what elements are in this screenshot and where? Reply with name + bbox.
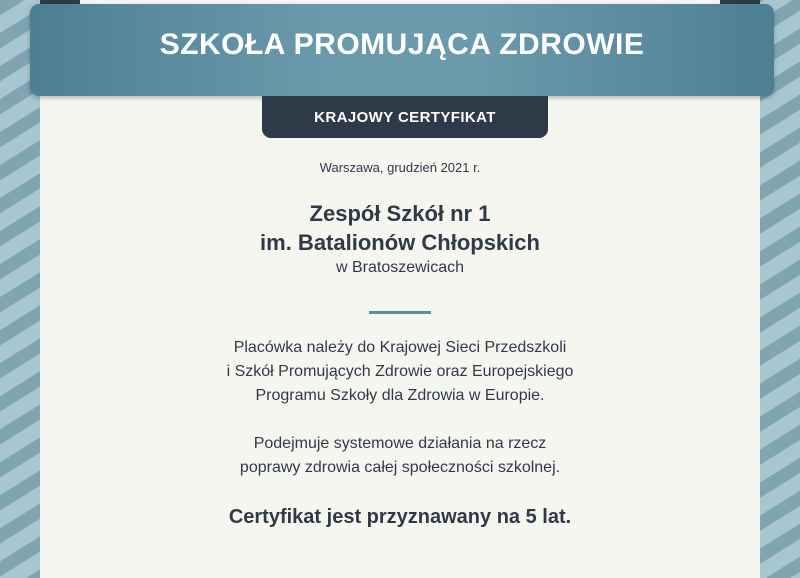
paragraph-line: i Szkół Promujących Zdrowie oraz Europejskiego: [226, 363, 574, 380]
subtitle-tab: [262, 96, 548, 138]
membership-paragraph: [40, 336, 760, 408]
activities-paragraph: [40, 432, 760, 480]
divider: [369, 311, 431, 314]
certificate-content: [40, 160, 760, 529]
title-banner: [30, 4, 774, 96]
school-name: [40, 199, 760, 257]
validity-statement: Certyfikat jest przyznawany na 5 lat.: [228, 506, 572, 528]
certificate-title: SZKOŁA PROMUJĄCA ZDROWIE: [159, 28, 645, 61]
school-name-line-1: Zespół Szkół nr 1: [309, 201, 491, 226]
paragraph-line: Programu Szkoły dla Zdrowia w Europie.: [255, 387, 545, 404]
paragraph-line: Podejmuje systemowe działania na rzecz: [253, 435, 547, 452]
issue-date: Warszawa, grudzień 2021 r.: [319, 160, 481, 175]
school-location: w Bratoszewicach: [335, 259, 465, 276]
paragraph-line: poprawy zdrowia całej społeczności szkolnej.: [239, 459, 561, 476]
certificate-subtitle: KRAJOWY CERTYFIKAT: [314, 108, 496, 126]
paragraph-line: Placówka należy do Krajowej Sieci Przedszkoli: [233, 339, 567, 356]
school-name-line-2: im. Batalionów Chłopskich: [260, 230, 540, 255]
